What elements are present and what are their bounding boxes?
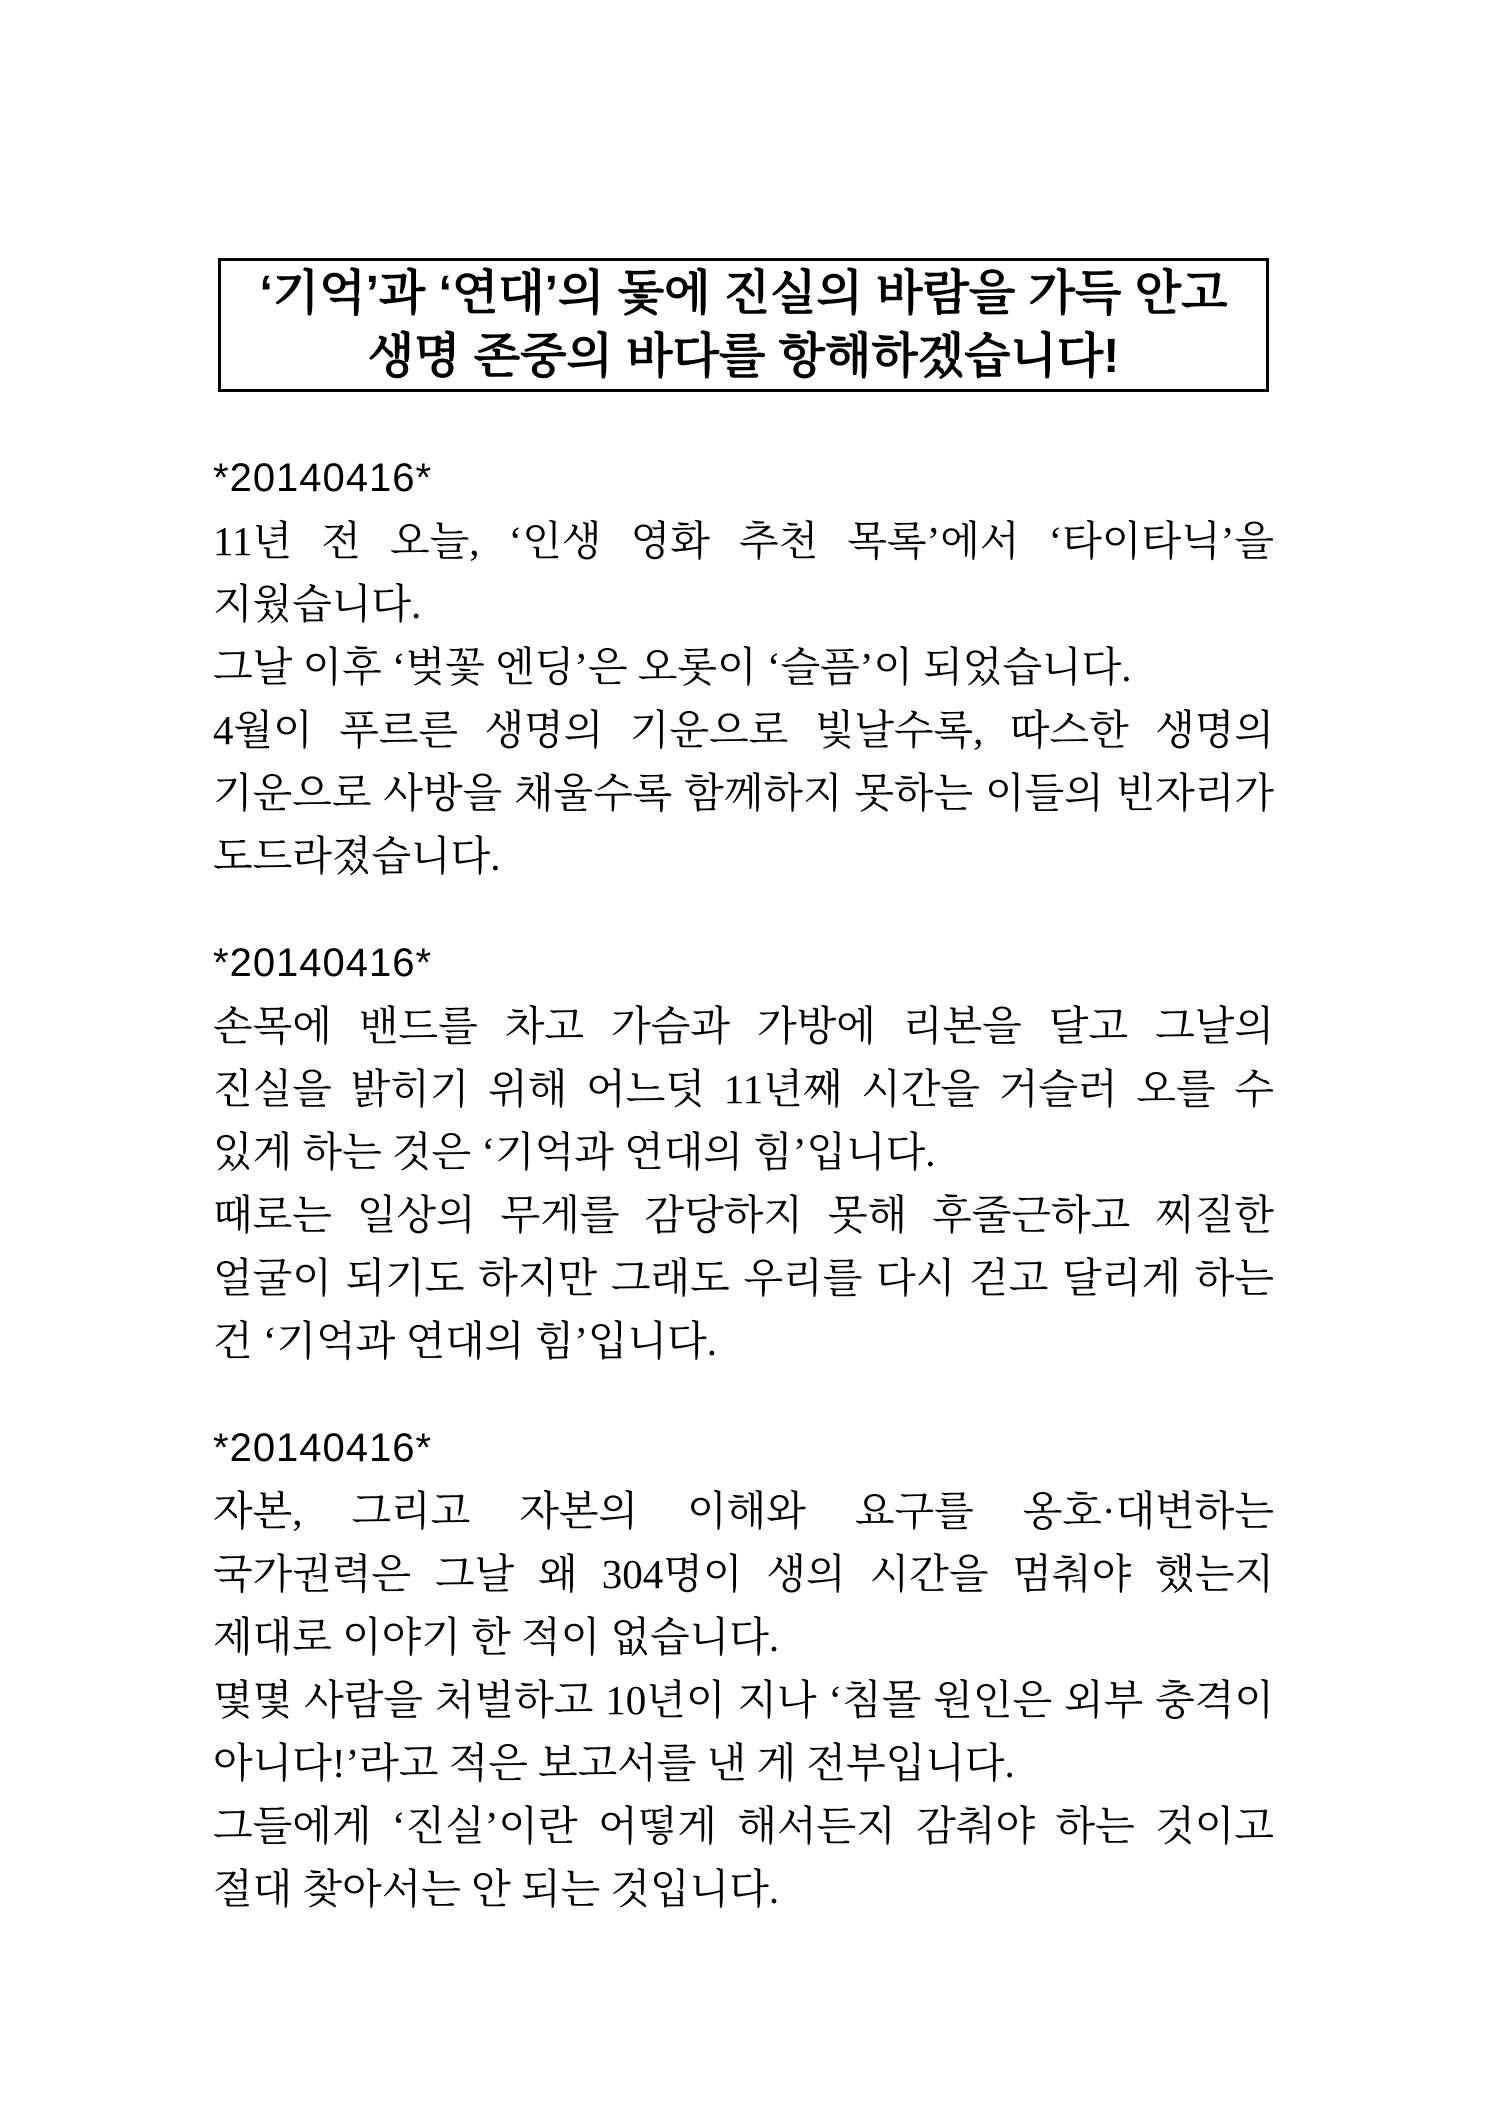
section-1-paragraph-3: 4월이 푸르른 생명의 기운으로 빛날수록, 따스한 생명의 기운으로 사방을 채울수록 함께하지 못하는 이들의 빈자리가 도드라졌습니다. <box>213 707 1274 879</box>
section-3-paragraph-1: 자본, 그리고 자본의 이해와 요구를 옹호·대변하는 국가권력은 그날 왜 304명이 생의 시간을 멈춰야 했는지 제대로 이야기 한 적이 없습니다. <box>213 1488 1274 1660</box>
section-3 <box>213 1417 1274 1921</box>
section-1 <box>213 447 1274 888</box>
section-1-paragraph-2: 그날 이후 ‘벚꽃 엔딩’은 오롯이 ‘슬픔’이 되었습니다. <box>213 644 1132 690</box>
title-line-2: 생명 존중의 바다를 항해하겠습니다! <box>367 330 1120 383</box>
section-2-paragraph-2: 때로는 일상의 무게를 감당하지 못해 후줄근하고 찌질한 얼굴이 되기도 하지만 그래도 우리를 다시 걷고 달리게 하는 건 ‘기억과 연대의 힘’입니다. <box>213 1192 1274 1364</box>
section-2-date-header: *20140416* <box>213 941 433 985</box>
section-1-paragraph-1: 11년 전 오늘, ‘인생 영화 추천 목록’에서 ‘타이타닉’을 지웠습니다. <box>213 518 1274 627</box>
title-line-1: ‘기억’과 ‘연대’의 돛에 진실의 바람을 가득 안고 <box>259 267 1228 320</box>
section-2 <box>213 932 1274 1373</box>
section-1-date-header: *20140416* <box>213 456 433 500</box>
section-3-paragraph-3: 그들에게 ‘진실’이란 어떻게 해서든지 감춰야 하는 것이고 절대 찾아서는 안 되는 것입니다. <box>213 1803 1274 1912</box>
section-2-paragraph-1: 손목에 밴드를 차고 가슴과 가방에 리본을 달고 그날의 진실을 밝히기 위해 어느덧 11년째 시간을 거슬러 오를 수 있게 하는 것은 ‘기억과 연대의 힘’입니다. <box>213 1003 1274 1175</box>
title-banner <box>218 258 1269 392</box>
section-3-date-header: *20140416* <box>213 1426 433 1470</box>
section-3-paragraph-2: 몇몇 사람을 처벌하고 10년이 지나 ‘침몰 원인은 외부 충격이 아니다!’라고 적은 보고서를 낸 게 전부입니다. <box>213 1677 1274 1786</box>
